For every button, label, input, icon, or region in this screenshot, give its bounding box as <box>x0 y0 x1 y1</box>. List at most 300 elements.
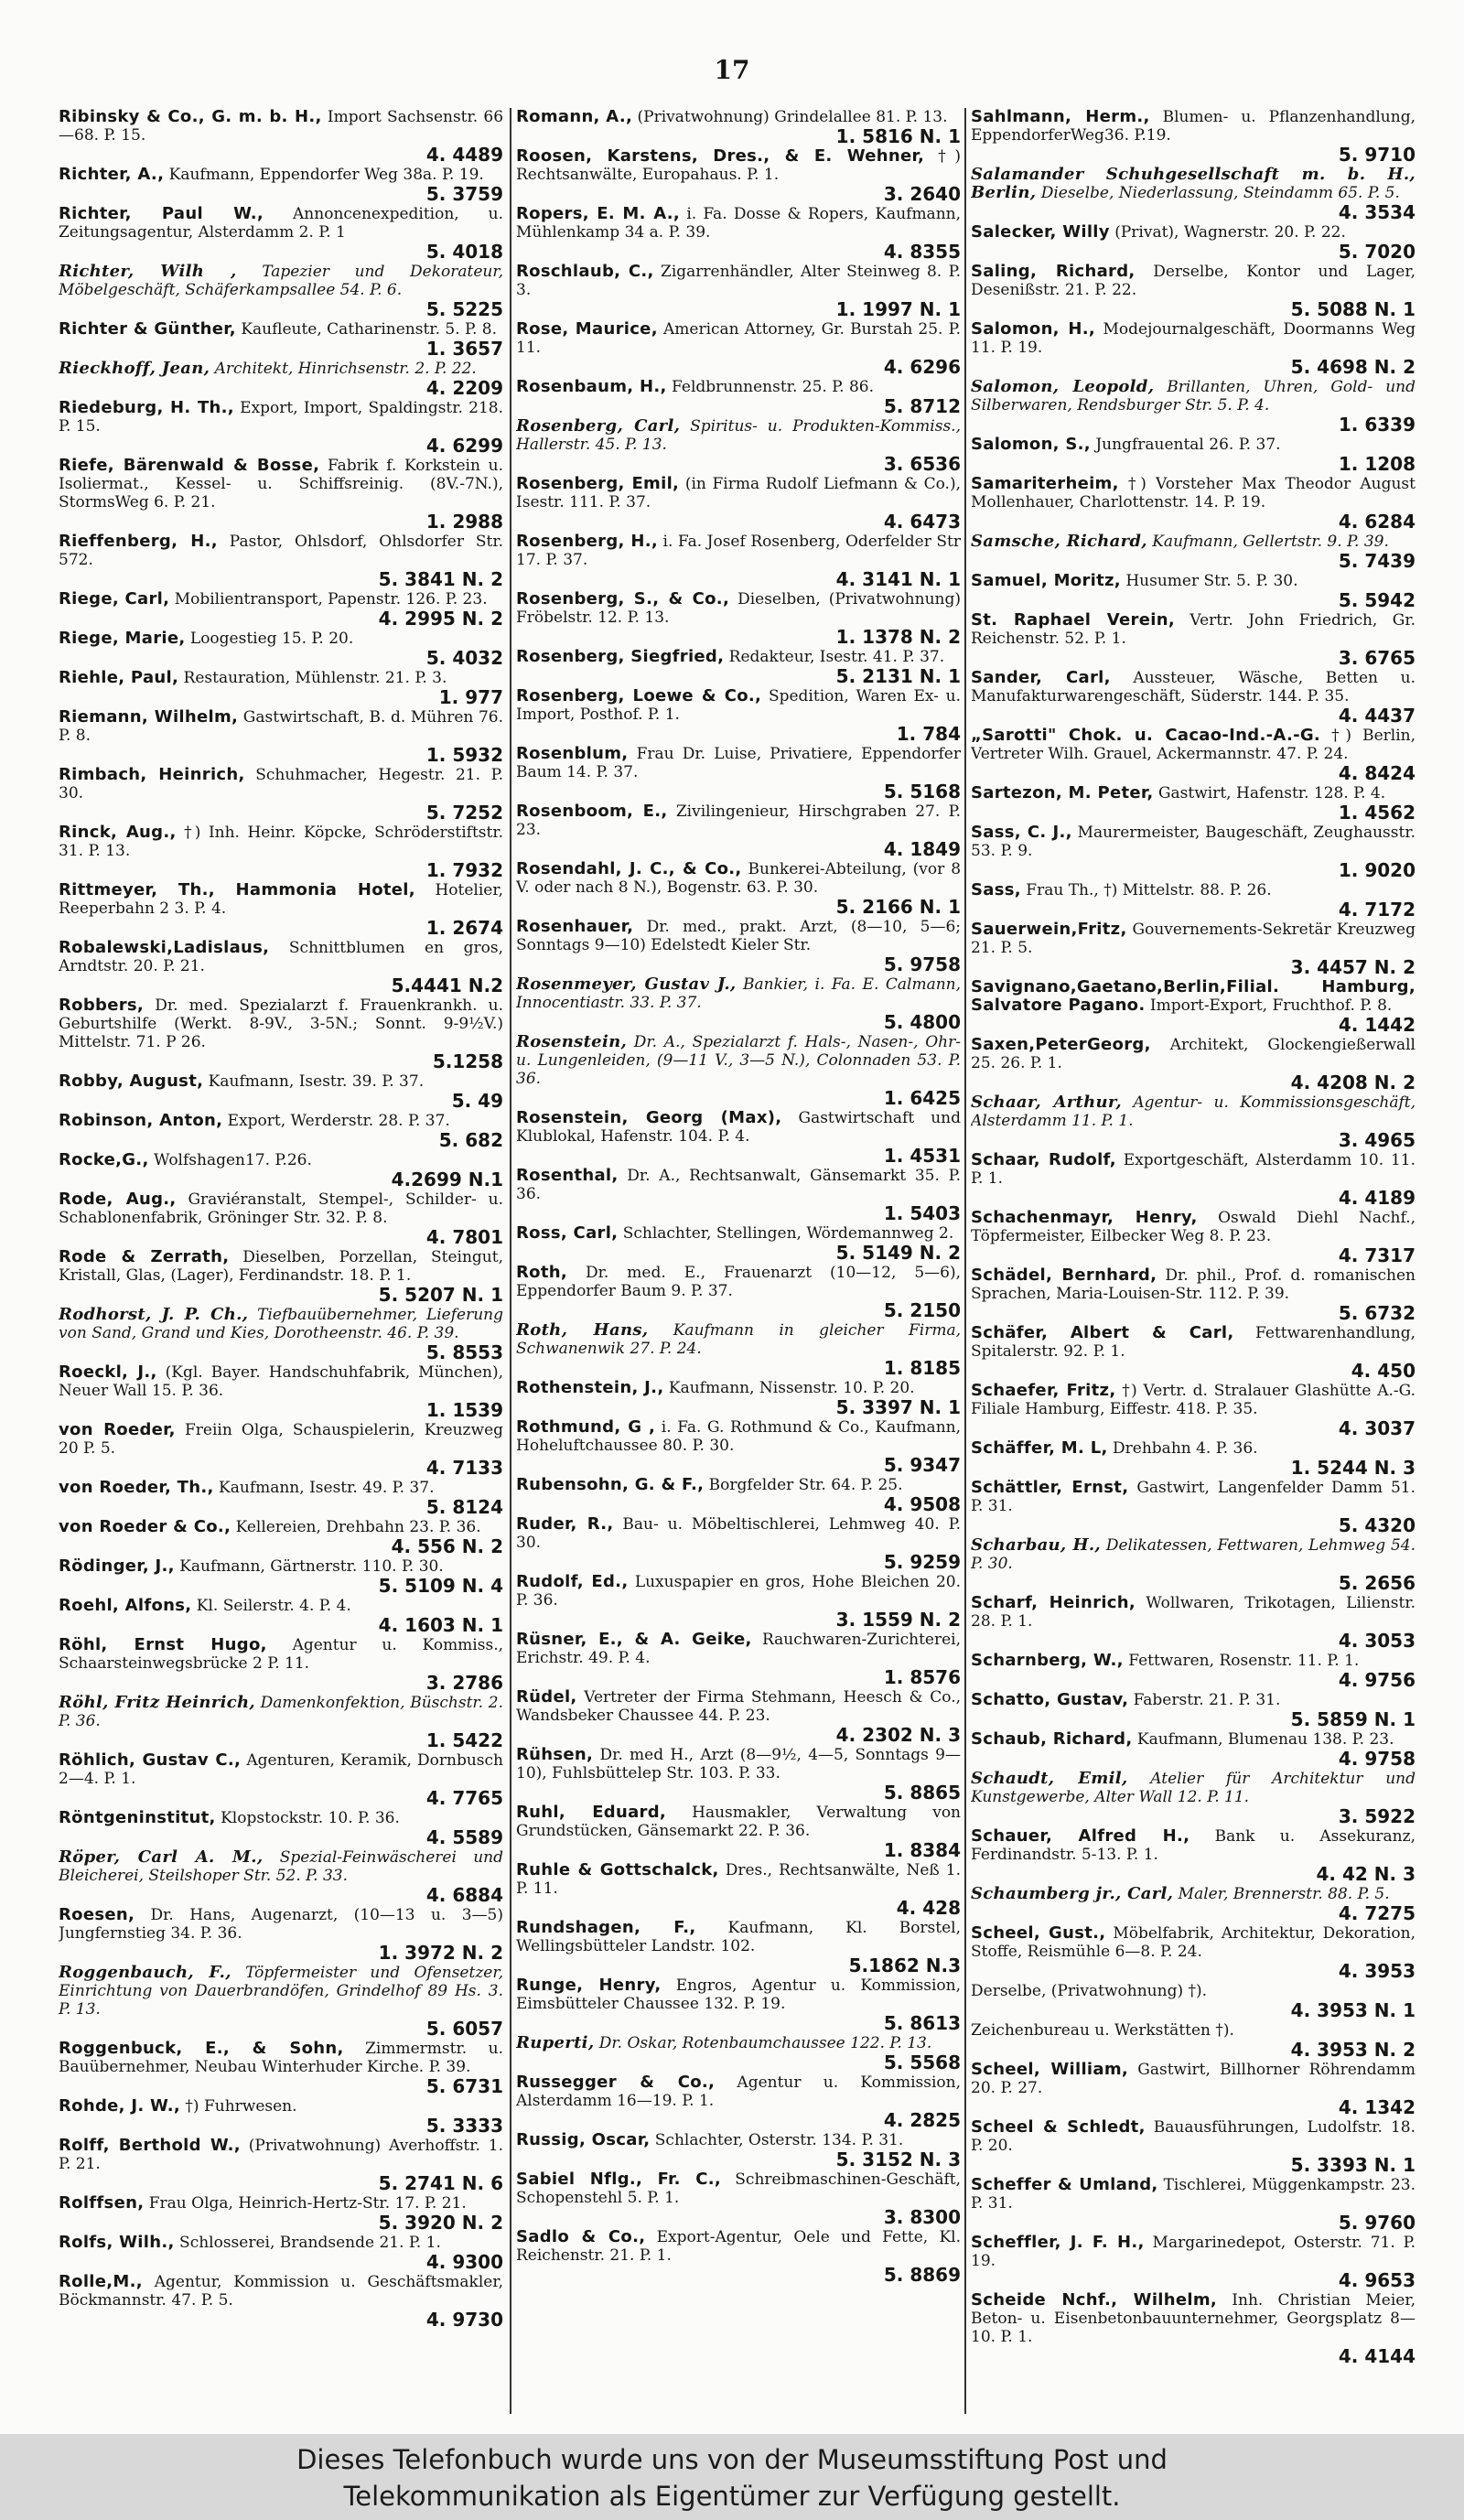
listing-details: Schnittblumen en gros, Arndtstr. 20. P. 21. <box>59 939 503 975</box>
listing-entry <box>971 1885 1419 1923</box>
listing-details: Vertr. John Friedrich, Gr. Reichenstr. 52. P. 1. <box>971 611 1416 648</box>
listing-entry <box>516 2073 964 2130</box>
listing-details: Export, Import, Spaldingstr. 218. P. 15. <box>59 399 504 436</box>
phone-number: 1. 5403 <box>883 1202 961 1224</box>
listing-entry <box>59 166 507 204</box>
listing-details: Zimmermstr. u. Bauübernehmer, Neubau Winterhuder Kirche. P. 39. <box>59 2040 503 2076</box>
phone-number: 4. 6296 <box>883 356 961 378</box>
phone-number: 1. 8384 <box>883 1839 961 1861</box>
listing-name: „Sarotti" Chok. u. Cacao-Ind.-A.-G. <box>971 726 1321 745</box>
phone-number: 1. 1378 N. 2 <box>835 626 961 648</box>
phone-number: 5.1258 <box>432 1050 503 1072</box>
listing-details: Frau Dr. Luise, Privatiere, Eppendorfer Baum 14. P. 37. <box>516 745 961 781</box>
listing-entry <box>59 1363 507 1420</box>
listing-details: Bauausführungen, Ludolfstr. 18. P. 20. <box>971 2118 1416 2155</box>
phone-number: 4. 8424 <box>1338 762 1416 784</box>
listing-details: Rauchwaren-Zurichterei, Erichstr. 49. P. 4. <box>516 1631 962 1667</box>
listing-name: Riemann, Wilhelm, <box>59 707 239 727</box>
phone-number: 3. 4965 <box>1338 1129 1416 1151</box>
phone-number: 5. 4698 N. 2 <box>1290 356 1416 378</box>
listing-entry <box>971 436 1419 474</box>
listing-details: Restauration, Mühlenstr. 21. P. 3. <box>183 669 447 687</box>
listing-name: Saxen,PeterGeorg, <box>971 1035 1151 1054</box>
listing-name: Röhl, Ernst Hugo, <box>59 1635 267 1654</box>
listing-name: Röper, Carl A. M., <box>59 1847 264 1867</box>
phone-number: 4. 2995 N. 2 <box>378 608 503 630</box>
phone-number: 5. 5088 N. 1 <box>1290 298 1416 320</box>
listing-name: Rocke,G., <box>59 1150 149 1169</box>
listing-entry <box>971 1036 1419 1093</box>
listing-entry <box>971 1982 1419 2020</box>
listing-name: Sahlmann, Herm., <box>971 108 1150 126</box>
listing-name: Rosenberg, H., <box>516 532 658 551</box>
phone-number: 5. 8712 <box>883 395 961 417</box>
listing-name: Samuel, Moritz, <box>971 571 1121 590</box>
listing-name: Röhlich, Gustav C., <box>59 1750 242 1770</box>
listing-entry <box>59 2097 507 2136</box>
phone-number: 3. 4457 N. 2 <box>1290 956 1416 978</box>
listing-details: Kaufmann in gleicher Firma, Schwanenwik 27. P. 24. <box>516 1321 961 1358</box>
listing-details: Gastwirtschaft, B. d. Mühren 76. P. 8. <box>59 708 503 745</box>
phone-number: 4. 6884 <box>425 1884 503 1906</box>
listing-entry <box>971 1924 1419 1981</box>
listing-entry <box>971 1439 1419 1478</box>
listing-name: Rosenstein, Georg (Max), <box>516 1108 782 1127</box>
listing-details: Dr. Hans, Augenarzt, (10—13 u. 3—5) Jungfernstieg 34. P. 36. <box>59 1906 504 1943</box>
listing-name: Schaar, Rudolf, <box>971 1150 1116 1169</box>
listing-details: Hotelier, Reeperbahn 2 3. P. 4. <box>59 881 503 918</box>
listing-name: von Roeder, Th., <box>59 1478 214 1497</box>
listing-entry <box>59 590 507 629</box>
listing-details: †) Fuhrwesen. <box>185 2097 297 2116</box>
listing-entry <box>971 727 1419 783</box>
listing-name: St. Raphael Verein, <box>971 610 1175 630</box>
listing-name: Romann, A., <box>516 108 633 126</box>
listing-name: Richter, Wilh , <box>59 262 237 281</box>
listing-details: Tischlerei, Müggenkampstr. 23. P. 31. <box>971 2176 1416 2213</box>
listing-name: Robby, August, <box>59 1072 204 1091</box>
phone-number: 4. 2209 <box>425 377 503 399</box>
listing-details: Dr. med H., Arzt (8—9½, 4—5, Sonntags 9—10), Fuhlsbüttelер Str. 103. P. 33. <box>516 1746 962 1782</box>
listing-name: Ruhl, Eduard, <box>516 1803 667 1822</box>
phone-number: 3. 1559 N. 2 <box>835 1609 961 1631</box>
listing-entry <box>971 1324 1419 1381</box>
listing-details: Brillanten, Uhren, Gold- und Silberwaren, Rendsburger Str. 5. P. 4. <box>971 378 1416 415</box>
listing-name: Sass, C. J., <box>971 823 1072 842</box>
listing-entry <box>971 2234 1419 2290</box>
listing-details: Dr. med. E., Frauenarzt (10—12, 5—6), Eppendorfer Baum 9. P. 37. <box>516 1264 962 1300</box>
phone-number: 5. 5225 <box>425 298 503 320</box>
phone-number: 4.2699 N.1 <box>391 1168 503 1190</box>
listing-entry <box>59 1694 507 1750</box>
listing-name: Roth, Hans, <box>516 1320 649 1340</box>
phone-number: 5. 4018 <box>425 241 503 263</box>
ownership-notice <box>0 2434 1464 2520</box>
listing-entry <box>516 147 964 204</box>
listing-name: Schaefer, Fritz, <box>971 1381 1116 1400</box>
listing-details: Kellereien, Drehbahn 23. P. 36. <box>235 1518 481 1536</box>
phone-number: 3. 5922 <box>1338 1805 1416 1827</box>
listing-name: Rohde, J. W., <box>59 2096 181 2116</box>
listing-entry <box>516 1224 964 1263</box>
listing-entry <box>59 669 507 707</box>
listing-name: Schaudt, Emil, <box>971 1769 1128 1788</box>
listing-name: Russegger & Co., <box>516 2073 716 2092</box>
phone-number: 1. 6425 <box>883 1087 961 1109</box>
listing-details: Dieselben, (Privatwohnung) Fröbelstr. 12. P. 13. <box>516 590 961 627</box>
listing-details: Kaufleute, Catharinenstr. 5. P. 8. <box>241 320 498 339</box>
listing-name: Sadlo & Co., <box>516 2227 646 2246</box>
listing-details: †) Inh. Heinr. Köpcke, Schröderstiftstr. 31. P. 13. <box>59 824 503 860</box>
listing-details: Maler, Brennerstr. 88. P. 5. <box>1178 1885 1390 1903</box>
phone-number: 5. 4320 <box>1338 1514 1416 1536</box>
listing-name: Scharf, Heinrich, <box>971 1593 1136 1612</box>
listing-name: Schäffer, M. L, <box>971 1438 1108 1458</box>
phone-number: 4. 7801 <box>425 1226 503 1248</box>
phone-number: 5. 9758 <box>883 953 961 975</box>
listing-details: Frau Th., †) Mittelstr. 88. P. 26. <box>1026 881 1272 899</box>
listing-details: Agentur u. Kommiss., Schaarsteinwegsbrücke 2 P. 11. <box>59 1636 503 1673</box>
listing-details: Dieselbe, Niederlassung, Steindamm 65. P. 5. <box>1040 184 1400 202</box>
listing-entry <box>59 1906 507 1963</box>
listing-entry <box>59 1248 507 1305</box>
listing-name: Salomon, H., <box>971 319 1096 339</box>
phone-number: 4. 3534 <box>1338 201 1416 223</box>
listing-details: i. Fa. Dosse & Ropers, Kaufmann, Mühlenkamp 34 a. P. 39. <box>516 205 961 242</box>
listing-entry <box>516 1476 964 1514</box>
listing-name: Rolffsen, <box>59 2193 145 2213</box>
listing-details: Gouvernements-Sekretär Kreuzweg 21. P. 5. <box>971 921 1416 957</box>
listing-details: Derselbe, (Privatwohnung) †). <box>971 1982 1208 2000</box>
listing-name: Rosendahl, J. C., & Co., <box>516 859 742 878</box>
phone-number: 1. 5422 <box>425 1729 503 1751</box>
listing-name: Rosenhauer, <box>516 917 634 936</box>
listing-name: Saling, Richard, <box>971 262 1136 281</box>
listing-entry <box>516 1573 964 1630</box>
listing-columns <box>59 108 1460 2414</box>
phone-number: 5. 5149 N. 2 <box>835 1242 961 1264</box>
listing-name: Robinson, Anton, <box>59 1111 223 1130</box>
phone-number: 5. 2741 N. 6 <box>378 2172 503 2194</box>
listing-name: Rolle,M., <box>59 2272 143 2291</box>
listing-name: Samariterheim, <box>971 474 1119 493</box>
listing-entry <box>59 1557 507 1596</box>
listing-name: Scheel, Gust., <box>971 1923 1106 1943</box>
listing-details: Aussteuer, Wäsche, Betten u. Manufakturwarengeschäft, Süderstr. 144. P. 35. <box>971 669 1416 705</box>
listing-name: Sauerwein,Fritz, <box>971 920 1127 939</box>
listing-entry <box>59 1479 507 1517</box>
listing-name: Rothmund, G , <box>516 1417 656 1437</box>
listing-name: Rode, Aug., <box>59 1190 177 1209</box>
listing-entry <box>971 572 1419 610</box>
phone-number: 4. 4437 <box>1338 705 1416 727</box>
column-1 <box>59 108 507 2414</box>
phone-number: 5. 6732 <box>1338 1302 1416 1324</box>
phone-number: 1. 784 <box>896 723 961 745</box>
listing-name: Schauer, Alfred H., <box>971 1826 1190 1846</box>
phone-number: 5. 4800 <box>883 1011 961 1033</box>
listing-name: Rosenberg, S., & Co., <box>516 589 730 608</box>
listing-entry <box>971 2291 1419 2366</box>
listing-name: Schättler, Ernst, <box>971 1478 1129 1497</box>
listing-entry <box>59 533 507 589</box>
phone-number: 4. 4489 <box>425 144 503 166</box>
listing-details: Dr. A., Spezialarzt f. Hals-, Nasen-, Ohr- u. Lungenleiden, (9—11 V., 3—5 N.), Colonnaden 53. P. 36. <box>516 1033 961 1088</box>
listing-details: Dr. phil., Prof. d. romanischen Sprachen, Maria-Louisen-Str. 112. P. 39. <box>971 1266 1416 1303</box>
phone-number: 5. 2166 N. 1 <box>835 896 961 918</box>
phone-number: 1. 2674 <box>425 917 503 939</box>
listing-name: Rudolf, Ed., <box>516 1572 629 1591</box>
listing-name: Schäfer, Albert & Carl, <box>971 1323 1234 1342</box>
listing-name: Sabiel Nflg., Fr. C., <box>516 2170 722 2189</box>
page-number: 17 <box>714 55 750 85</box>
phone-number: 4. 5589 <box>425 1826 503 1848</box>
phone-number: 4. 3953 N. 1 <box>1290 1999 1416 2021</box>
listing-entry <box>971 2021 1419 2060</box>
listing-name: Richter & Günther, <box>59 319 236 339</box>
listing-name: Runge, Henry, <box>516 1976 662 1995</box>
listing-name: Rosenstein, <box>516 1032 628 1051</box>
listing-name: Rosenberg, Siegfried, <box>516 647 725 666</box>
listing-details: Dr. med., prakt. Arzt, (8—10, 5—6; Sonntags 9—10) Edelstedt Kieler Str. <box>516 918 961 954</box>
listing-details: (in Firma Rudolf Liefmann & Co.), Isestr. 111. P. 37. <box>516 475 961 512</box>
listing-details: Delikatessen, Fettwaren, Lehmweg 54. P. 30. <box>971 1536 1416 1573</box>
listing-name: Riege, Marie, <box>59 629 186 648</box>
listing-entry <box>516 417 964 474</box>
listing-details: Spezial-Feinwäscherei und Bleicherei, Steilshoper Str. 52. P. 33. <box>59 1848 504 1885</box>
listing-name: Rühsen, <box>516 1745 594 1764</box>
listing-details: Mobilientransport, Papenstr. 126. P. 23. <box>174 590 488 608</box>
listing-entry <box>971 263 1419 319</box>
phone-number: 1. 1997 N. 1 <box>835 298 961 320</box>
listing-details: Gastwirt, Hafenstr. 128. P. 4. <box>1157 784 1386 802</box>
listing-details: Hausmakler, Verwaltung von Grundstücken, Gänsemarkt 22. P. 36. <box>516 1804 962 1840</box>
listing-entry <box>516 918 964 975</box>
listing-entry <box>59 1072 507 1111</box>
phone-number: 1. 8185 <box>883 1357 961 1379</box>
listing-details: Agenturen, Keramik, Dornbusch 2—4. P. 1. <box>59 1751 504 1788</box>
listing-details: Inh. Christian Meier, Beton- u. Eisenbetonbauunternehmer, Georgsplatz 8—10. P. 1. <box>971 2291 1416 2346</box>
listing-entry <box>971 1691 1419 1729</box>
listing-details: Kaufmann, Blumenau 138. P. 23. <box>1136 1730 1394 1749</box>
listing-details: Graviéranstalt, Stempel-, Schilder- u. Schablonenfabrik, Gröninger Str. 32. P. 8. <box>59 1190 503 1227</box>
listing-details: Fettwarenhandlung, Spitalerstr. 92. P. 1. <box>971 1324 1416 1361</box>
listing-entry <box>971 1382 1419 1438</box>
listing-entry <box>516 1976 964 2033</box>
listing-entry <box>971 1827 1419 1884</box>
listing-details: Kaufmann, Nissenstr. 10. P. 20. <box>668 1379 915 1397</box>
listing-details: Agentur u. Kommission, Alsterdamm 16—19. P. 1. <box>516 2073 961 2110</box>
listing-details: Architekt, Hinrichsenstr. 2. P. 22. <box>214 360 477 378</box>
listing-name: Schaar, Arthur, <box>971 1093 1122 1112</box>
phone-number: 4. 6284 <box>1338 511 1416 533</box>
listing-name: Salomon, S., <box>971 435 1091 454</box>
listing-name: Scharbau, H., <box>971 1535 1101 1555</box>
listing-name: Roggenbauch, F., <box>59 1963 231 1982</box>
listing-name: Rimbach, Heinrich, <box>59 765 245 784</box>
listing-details: Zivilingenieur, Hirschgraben 27. P. 23. <box>516 802 961 839</box>
phone-number: 1. 3972 N. 2 <box>378 1942 503 1964</box>
listing-entry <box>971 1266 1419 1323</box>
phone-number: 3. 2786 <box>425 1672 503 1694</box>
listing-entry <box>516 1919 964 1976</box>
listing-name: Sartezon, M. Peter, <box>971 783 1154 802</box>
listing-entry <box>59 1190 507 1247</box>
listing-name: Roeckl, J., <box>59 1362 157 1382</box>
listing-entry <box>59 1597 507 1635</box>
phone-number: 5.4441 N.2 <box>391 975 503 996</box>
phone-number: 4. 2302 N. 3 <box>835 1724 961 1746</box>
listing-details: Faberstr. 21. P. 31. <box>1133 1691 1281 1709</box>
listing-name: Rundshagen, F., <box>516 1918 696 1937</box>
phone-number: 5.1862 N.3 <box>848 1955 961 1976</box>
listing-name: Sass, <box>971 880 1021 899</box>
listing-name: Salomon, Leopold, <box>971 377 1155 396</box>
listing-details: Wolfshagen17. P.26. <box>154 1151 312 1169</box>
listing-details: Bankier, i. Fa. E. Calmann, Innocentiastr. 33. P. 37. <box>516 975 961 1012</box>
listing-name: Ross, Carl, <box>516 1223 619 1243</box>
listing-details: Bau- u. Möbeltischlerei, Lehmweg 40. P. 30. <box>516 1515 961 1552</box>
phone-number: 5. 7439 <box>1338 550 1416 572</box>
phone-number: 4. 9756 <box>1338 1669 1416 1691</box>
listing-name: Rittmeyer, Th., Hammonia Hotel, <box>59 880 415 899</box>
phone-number: 4. 556 N. 2 <box>391 1535 503 1557</box>
listing-entry <box>971 824 1419 880</box>
phone-number: 4. 7172 <box>1338 899 1416 921</box>
listing-name: Rodhorst, J. P. Ch., <box>59 1305 249 1324</box>
listing-name: Rode & Zerrath, <box>59 1247 230 1266</box>
listing-entry <box>516 475 964 532</box>
listing-entry <box>971 1209 1419 1265</box>
phone-number: 5. 5207 N. 1 <box>378 1284 503 1306</box>
phone-number: 1. 2988 <box>425 511 503 533</box>
phone-number: 5. 5109 N. 4 <box>378 1575 503 1597</box>
phone-number: 4. 9300 <box>425 2251 503 2273</box>
listing-details: Agentur, Kommission u. Geschäftsmakler, Böckmannstr. 47. P. 5. <box>59 2273 503 2310</box>
listing-details: Kaufmann, Kl. Borstel, Wellingsbütteler Landstr. 102. <box>516 1919 962 1955</box>
phone-number: 1. 977 <box>438 686 503 708</box>
listing-details: Maurermeister, Baugeschäft, Zeughausstr. 53. P. 9. <box>971 824 1416 860</box>
listing-name: Riehle, Paul, <box>59 668 179 687</box>
phone-number: 5. 6057 <box>425 2018 503 2040</box>
listing-entry <box>59 1964 507 2039</box>
listing-name: Rose, Maurice, <box>516 319 658 339</box>
listing-details: Schlachter, Osterstr. 134. P. 31. <box>654 2131 904 2149</box>
listing-details: Atelier für Architektur und Kunstgewerbe, Alter Wall 12. P. 11. <box>971 1770 1416 1806</box>
listing-entry <box>59 1151 507 1190</box>
listing-entry <box>59 1421 507 1478</box>
phone-number: 4. 8355 <box>883 241 961 263</box>
phone-number: 5. 4032 <box>425 647 503 669</box>
listing-entry <box>59 2194 507 2233</box>
ownership-notice-line-1: Dieses Telefonbuch wurde uns von der Museumsstiftung Post und <box>296 2444 1168 2475</box>
phone-number: 1. 8576 <box>883 1666 961 1688</box>
listing-entry <box>516 1109 964 1166</box>
listing-entry <box>59 1848 507 1905</box>
listing-details: Agentur- u. Kommissionsgeschäft, Alsterdamm 11. P. 1. <box>971 1093 1416 1130</box>
listing-name: Ruhle & Gottschalck, <box>516 1860 719 1879</box>
listing-name: Rödinger, J., <box>59 1556 175 1576</box>
listing-entry <box>516 2170 964 2227</box>
phone-number: 1. 4562 <box>1338 802 1416 824</box>
listing-details: Schlachter, Stellingen, Wördemannweg 2. <box>622 1224 954 1243</box>
listing-entry <box>971 1151 1419 1208</box>
listing-details: (Privatwohnung) Grindelallee 81. P. 13. <box>637 108 948 126</box>
listing-entry <box>971 784 1419 823</box>
listing-entry <box>516 860 964 917</box>
listing-entry <box>516 590 964 647</box>
listing-entry <box>516 648 964 686</box>
listing-details: Tapezier und Dekorateur, Möbelgeschäft, Schäferkampsallee 54. P. 6. <box>59 263 504 299</box>
listing-details: Schuhmacher, Hegestr. 21. P. 30. <box>59 766 504 802</box>
listing-entry <box>516 1264 964 1320</box>
listing-name: Riefe, Bärenwald & Bosse, <box>59 456 320 475</box>
listing-name: Roggenbuck, E., & Sohn, <box>59 2039 344 2058</box>
listing-entry <box>59 457 507 532</box>
listing-details: Tiefbauübernehmer, Lieferung von Sand, Grand und Kies, Dorotheenstr. 46. P. 39. <box>59 1306 503 1342</box>
listing-details: (Privat), Wagnerstr. 20. P. 22. <box>1114 223 1346 242</box>
listing-name: Ribinsky & Co., G. m. b. H., <box>59 108 322 126</box>
listing-name: Roosen, Karstens, Dres., & E. Wehner, <box>516 146 925 166</box>
phone-number: 5. 3397 N. 1 <box>835 1396 961 1418</box>
phone-number: 4. 3953 N. 2 <box>1290 2039 1416 2061</box>
listing-name: Scheffler, J. F. H., <box>971 2233 1145 2252</box>
listing-name: Roschlaub, C., <box>516 262 654 281</box>
listing-name: Rosenthal, <box>516 1166 619 1185</box>
phone-number: 3. 8300 <box>883 2206 961 2228</box>
listing-details: †) Rechtsanwälte, Europahaus. P. 1. <box>516 147 961 184</box>
listing-entry <box>59 766 507 823</box>
listing-details: Töpfermeister und Ofensetzer, Einrichtung von Dauerbrandöfen, Grindelhof 89 Hs. 3. P. 13. <box>59 1964 503 2019</box>
phone-number: 3. 6765 <box>1338 647 1416 669</box>
listing-details: (Kgl. Bayer. Handschuhfabrik, München), Neuer Wall 15. P. 36. <box>59 1363 503 1400</box>
listing-entry <box>516 1746 964 1803</box>
listing-entry <box>971 533 1419 571</box>
phone-number: 4. 428 <box>896 1897 961 1919</box>
listing-name: Ruder, R., <box>516 1514 614 1534</box>
listing-entry <box>971 1730 1419 1769</box>
phone-number: 4. 6473 <box>883 511 961 533</box>
listing-details: Kaufmann, Isestr. 49. P. 37. <box>219 1479 435 1497</box>
listing-details: Dr. Oskar, Rotenbaumchaussee 122. P. 13. <box>598 2034 932 2052</box>
listing-name: Salamander Schuhgesellschaft m. b. H., Berlin, <box>971 165 1416 202</box>
listing-entry <box>971 611 1419 668</box>
phone-number: 5. 8869 <box>883 2264 961 2286</box>
listing-name: Schaub, Richard, <box>971 1729 1133 1749</box>
listing-name: Rolfs, Wilh., <box>59 2233 175 2252</box>
listing-name: Ruperti, <box>516 2033 595 2052</box>
listing-details: Zigarrenhändler, Alter Steinweg 8. P. 3. <box>516 263 961 299</box>
listing-entry <box>59 708 507 765</box>
listing-details: Borgfelder Str. 64. P. 25. <box>708 1476 903 1494</box>
listing-name: Robalewski,Ladislaus, <box>59 938 270 957</box>
listing-entry <box>516 1418 964 1475</box>
listing-entry <box>516 745 964 802</box>
listing-name: Schatto, Gustav, <box>971 1690 1129 1709</box>
phone-number: 5. 3333 <box>425 2115 503 2137</box>
listing-details: Dieselben, Porzellan, Steingut, Kristall, Glas, (Lager), Ferdinandstr. 18. P. 1. <box>59 1248 503 1285</box>
listing-details: Spiritus- u. Produkten-Kommiss., Hallerstr. 45. P. 13. <box>516 417 961 454</box>
phone-number: 4. 6299 <box>425 435 503 457</box>
phone-number: 4. 7765 <box>425 1787 503 1809</box>
phone-number: 5. 5168 <box>883 781 961 802</box>
phone-number: 5. 6731 <box>425 2075 503 2097</box>
listing-entry <box>59 399 507 456</box>
listing-entry <box>971 1093 1419 1150</box>
listing-details: †) Berlin, Vertreter Wilh. Grauel, Ackermannstr. 47. P. 24. <box>971 727 1416 763</box>
listing-entry <box>971 2061 1419 2117</box>
listing-name: Rosenboom, E., <box>516 802 668 821</box>
